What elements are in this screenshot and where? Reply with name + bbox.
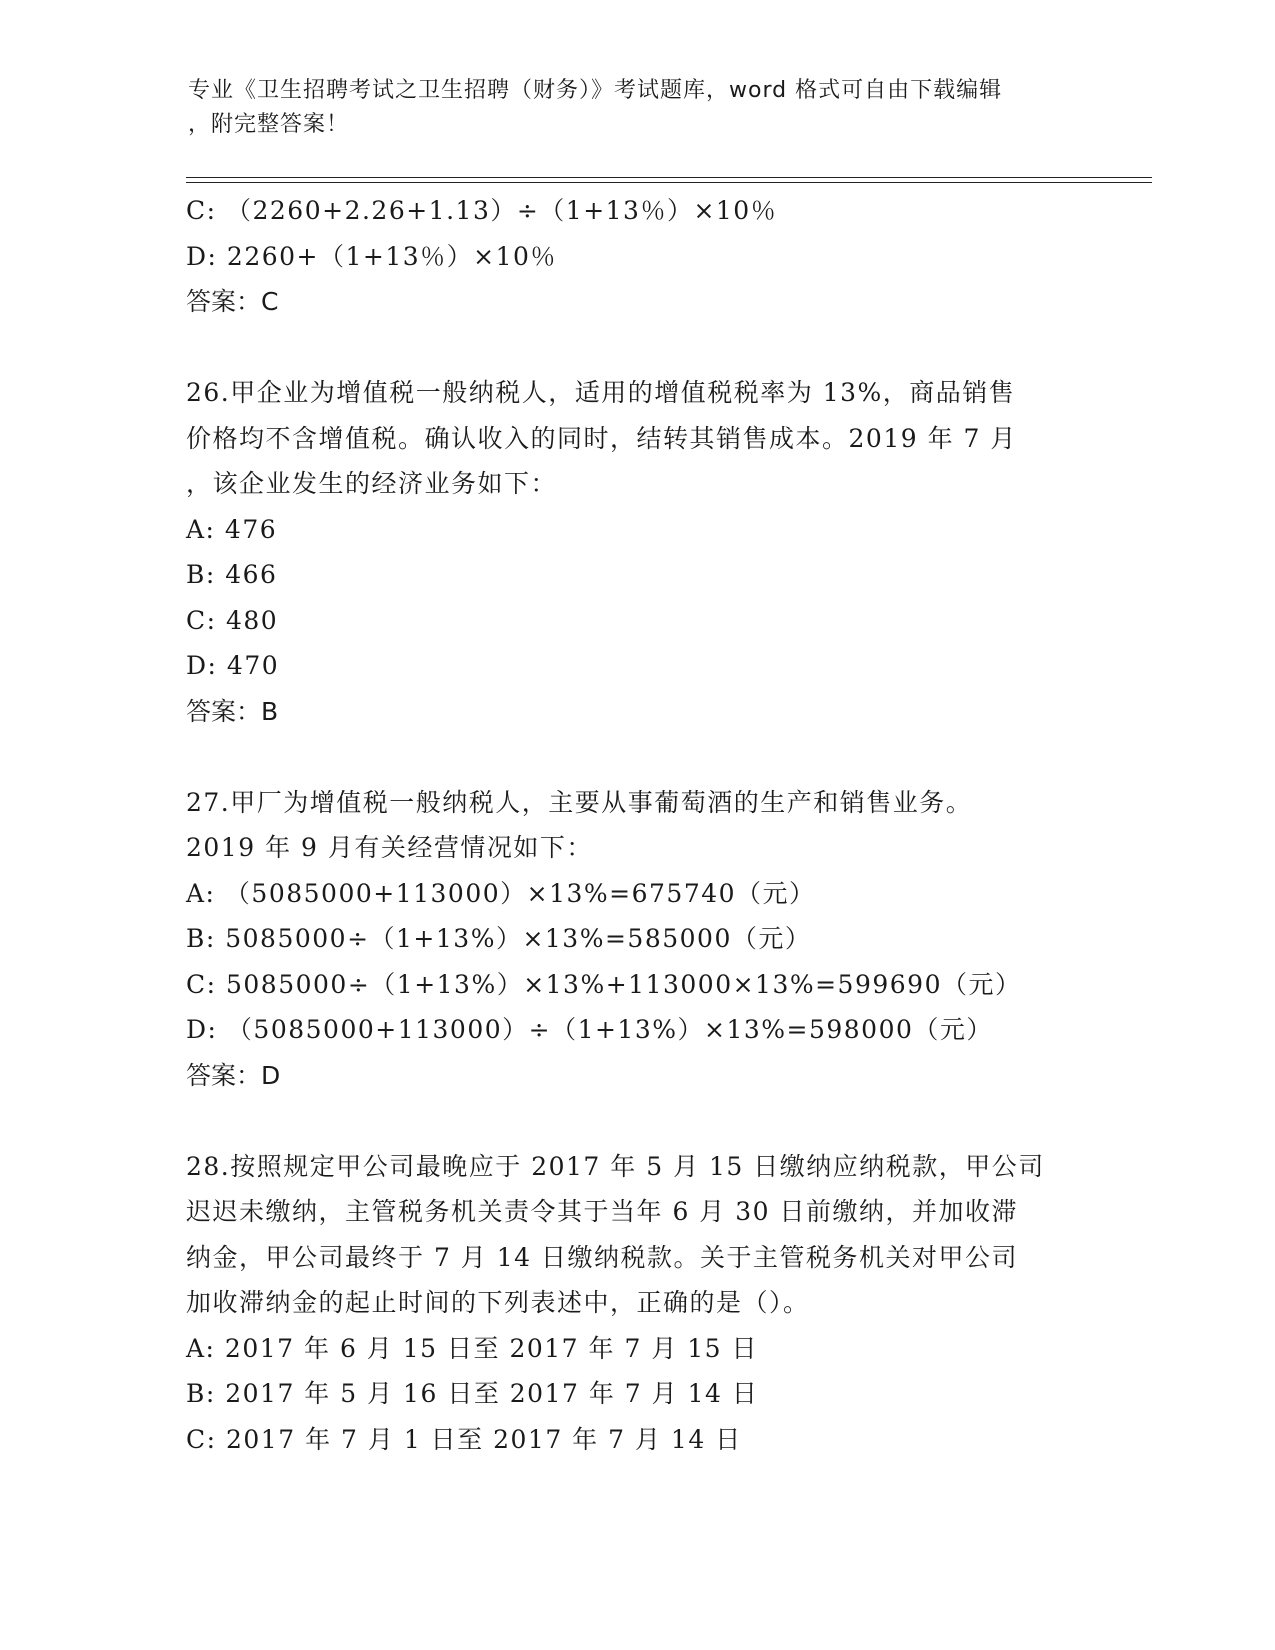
answer-label: 答案：C (186, 287, 279, 316)
question-text-line: 迟迟未缴纳，主管税务机关责令其于当年 6 月 30 日前缴纳，并加收滞 (186, 1197, 1019, 1226)
option-a: A: 2017 年 6 月 15 日至 2017 年 7 月 15 日 (186, 1333, 759, 1363)
question-text-line: 26.甲企业为增值税一般纳税人，适用的增值税税率为 13%，商品销售 (186, 378, 1016, 407)
header-divider-top (186, 177, 1152, 178)
question-28 (186, 1144, 1086, 1463)
header-title-line-2: ，附完整答案！ (188, 112, 350, 137)
question-text-line: 28.按照规定甲公司最晚应于 2017 年 5 月 15 日缴纳应纳税款，甲公司 (186, 1151, 1045, 1181)
option-d: D: （5085000+113000）÷（1+13%）×13%=598000（元） (186, 1015, 993, 1044)
document-header (188, 74, 1068, 142)
option-c: C: 2017 年 7 月 1 日至 2017 年 7 月 14 日 (186, 1424, 742, 1454)
spacer (186, 1098, 1086, 1144)
question-text-line: 加收滞纳金的起止时间的下列表述中，正确的是（）。 (186, 1288, 810, 1317)
spacer (186, 325, 1086, 371)
option-a: A: （5085000+113000）×13%=675740（元） (186, 878, 816, 908)
spacer (186, 734, 1086, 780)
question-27 (186, 780, 1086, 1099)
option-c: C: 480 (186, 605, 279, 635)
question-text-line: 27.甲厂为增值税一般纳税人，主要从事葡萄酒的生产和销售业务。 (186, 787, 973, 817)
answer-label: 答案：B (186, 696, 279, 726)
option-d: D: 2260+（1+13％）×10％ (186, 241, 557, 271)
option-a: A: 476 (186, 514, 278, 544)
question-text-line: 纳金，甲公司最终于 7 月 14 日缴纳税款。关于主管税务机关对甲公司 (186, 1242, 1019, 1272)
header-divider-bottom (186, 182, 1152, 183)
question-26 (186, 370, 1086, 734)
question-25 (186, 188, 1086, 325)
option-c: C: （2260+2.26+1.13）÷（1+13％）×10％ (186, 196, 778, 225)
question-list (186, 188, 1086, 1462)
question-text-line: 2019 年 9 月有关经营情况如下： (186, 833, 593, 862)
option-d: D: 470 (186, 651, 280, 680)
answer-label: 答案：D (186, 1060, 281, 1090)
option-b: B: 5085000÷（1+13%）×13%=585000（元） (186, 924, 812, 953)
header-title-line-1: 专业《卫生招聘考试之卫生招聘（财务）》考试题库，word 格式可自由下载编辑 (188, 78, 1003, 103)
option-b: B: 466 (186, 560, 278, 589)
question-text-line: ，该企业发生的经济业务如下： (186, 469, 558, 498)
question-text-line: 价格均不含增值税。确认收入的同时，结转其销售成本。2019 年 7 月 (186, 423, 1017, 453)
option-c: C: 5085000÷（1+13%）×13%+113000×13%=599690（元） (186, 969, 1022, 999)
option-b: B: 2017 年 5 月 16 日至 2017 年 7 月 14 日 (186, 1379, 759, 1408)
